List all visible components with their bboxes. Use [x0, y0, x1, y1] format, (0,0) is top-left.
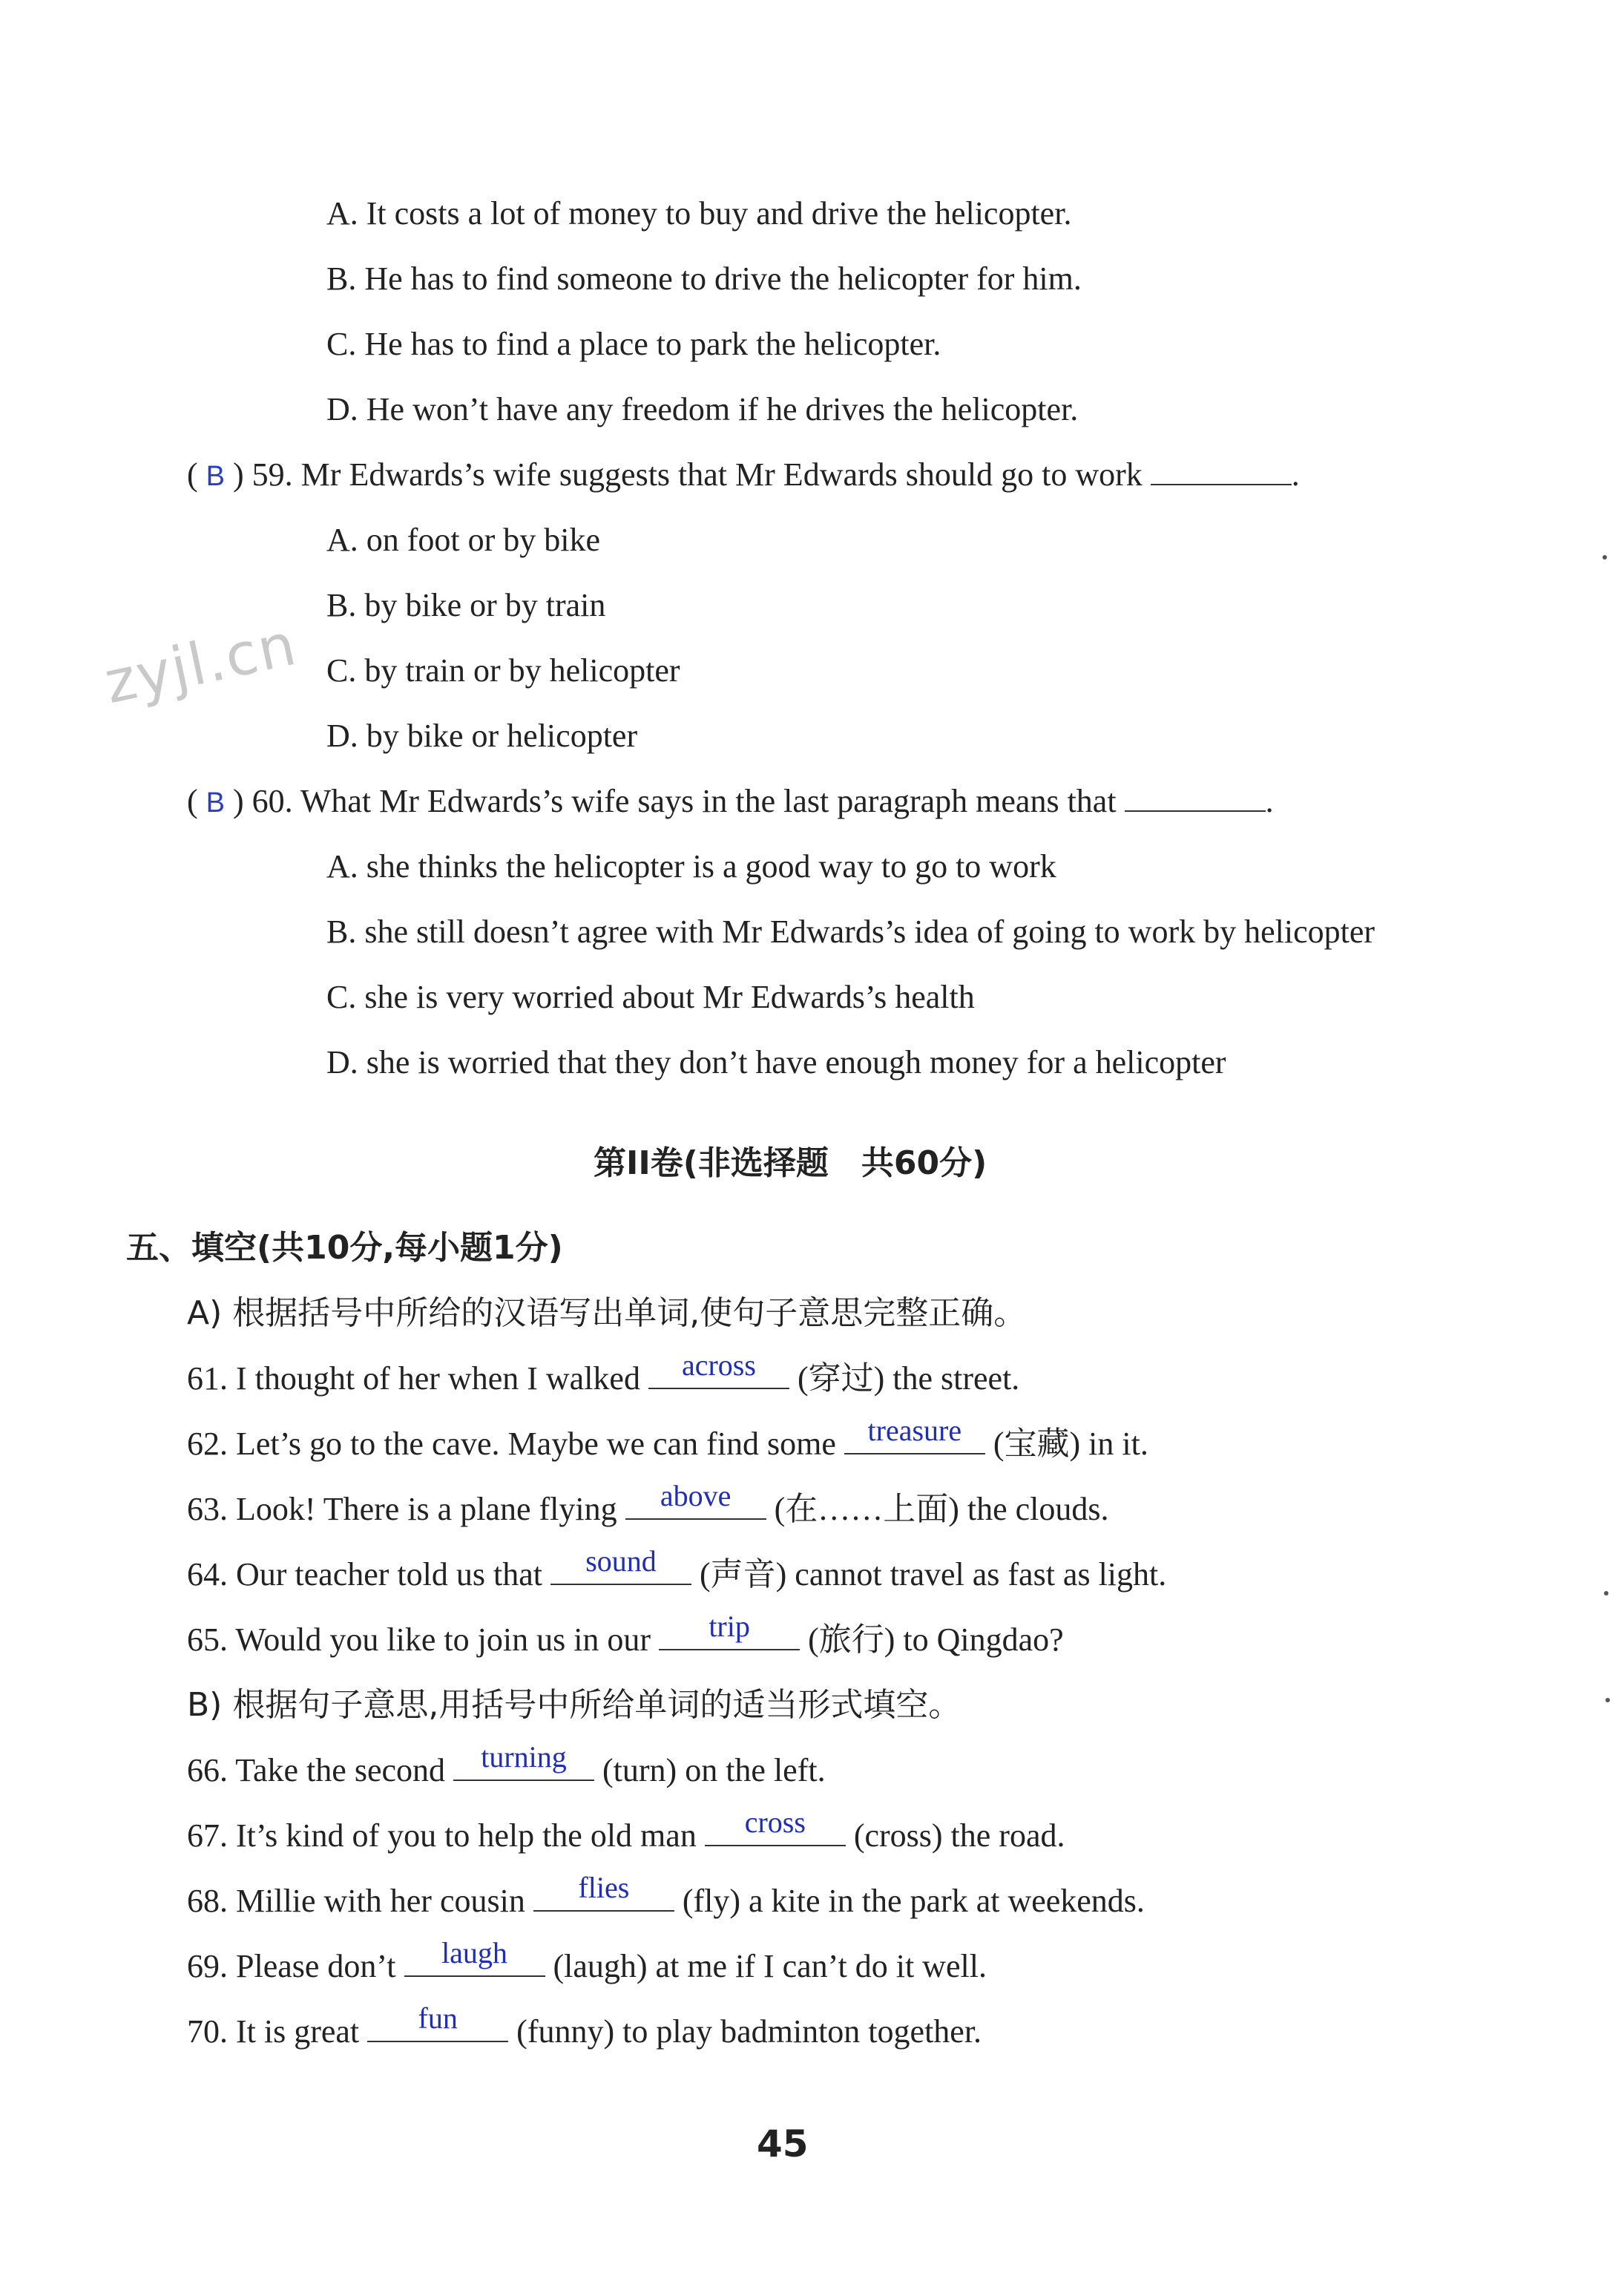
question-60 [187, 779, 1274, 825]
fill-item-67 [187, 1805, 1065, 1858]
answer-blank [1151, 462, 1292, 485]
item-text-post: (穿过) the street. [797, 1360, 1020, 1397]
watermark-logo: zyjl.cn [99, 611, 303, 718]
answer-blank [453, 1740, 594, 1781]
item-text-post: (turn) on the left. [602, 1752, 826, 1788]
answer-blank [404, 1936, 545, 1977]
answer-word: turning [481, 1740, 567, 1774]
answer-blank [648, 1348, 789, 1389]
fill-item-69 [187, 1936, 987, 1989]
answer-word: trip [709, 1610, 750, 1643]
item-text-post: (宝藏) in it. [993, 1426, 1148, 1462]
item-text-post: (laugh) at me if I can’t do it well. [553, 1948, 987, 1984]
answer-paren-open: ( [187, 783, 198, 819]
item-text-pre: 64. Our teacher told us that [187, 1556, 542, 1593]
answer-word: laugh [441, 1936, 507, 1969]
q58-option-a: A. It costs a lot of money to buy and drive the helicopter. [326, 195, 1072, 232]
item-text-pre: 67. It’s kind of you to help the old man [187, 1817, 697, 1854]
item-text-post: (在……上面) the clouds. [774, 1491, 1109, 1527]
question-stem: 59. Mr Edwards’s wife suggests that Mr Edwards should go to work [252, 456, 1143, 493]
question-end: . [1265, 783, 1274, 819]
answer-blank [705, 1805, 846, 1846]
q58-option-d: D. He won’t have any freedom if he drives the helicopter. [326, 391, 1079, 427]
margin-speck [1605, 1698, 1610, 1702]
question-end: . [1291, 456, 1300, 493]
question-59 [187, 453, 1300, 499]
answer-word: across [681, 1348, 756, 1382]
question-stem: 60. What Mr Edwards’s wife says in the last paragraph means that [252, 783, 1117, 819]
fill-item-61 [187, 1348, 1020, 1401]
q60-option-a: A. she thinks the helicopter is a good way to go to work [326, 848, 1056, 885]
fill-item-66 [187, 1740, 826, 1793]
page-number: 45 [757, 2122, 809, 2165]
item-text-pre: 70. It is great [187, 2013, 360, 2050]
item-text-pre: 66. Take the second [187, 1752, 446, 1788]
part2-title: 第II卷(非选择题 共60分) [594, 1144, 987, 1182]
answer-paren-close: ) [233, 783, 244, 819]
answer-word: flies [578, 1871, 630, 1904]
item-text-pre: 62. Let’s go to the cave. Maybe we can find some [187, 1426, 836, 1462]
answer-blank [367, 2001, 508, 2042]
fill-item-70 [187, 2001, 982, 2054]
item-text-post: (funny) to play badminton together. [516, 2013, 982, 2050]
answer-blank [550, 1544, 691, 1585]
fill-item-68 [187, 1871, 1145, 1923]
fill-item-62 [187, 1414, 1148, 1466]
q59-option-a: A. on foot or by bike [326, 522, 601, 558]
answer-word: treasure [867, 1414, 962, 1447]
answer-word: sound [585, 1544, 657, 1578]
fill-item-65 [187, 1610, 1064, 1662]
answer-blank [533, 1871, 674, 1912]
item-text-pre: 65. Would you like to join us in our [187, 1621, 651, 1658]
answer-word: above [660, 1479, 732, 1512]
answer-choice-60: B [206, 787, 226, 819]
subsection-b-instruction: B) 根据句子意思,用括号中所给单词的适当形式填空。 [187, 1686, 961, 1724]
margin-speck [1602, 555, 1607, 560]
answer-word: fun [418, 2001, 458, 2035]
q59-option-d: D. by bike or helicopter [326, 718, 638, 754]
q58-option-c: C. He has to find a place to park the helicopter. [326, 326, 941, 362]
subsection-a-instruction: A) 根据括号中所给的汉语写出单词,使句子意思完整正确。 [187, 1294, 1027, 1332]
item-text-post: (cross) the road. [853, 1817, 1065, 1854]
q59-option-c: C. by train or by helicopter [326, 652, 680, 689]
item-text-pre: 61. I thought of her when I walked [187, 1360, 640, 1397]
item-text-post: (旅行) to Qingdao? [808, 1621, 1064, 1658]
item-text-pre: 69. Please don’t [187, 1948, 396, 1984]
item-text-post: (fly) a kite in the park at weekends. [682, 1883, 1145, 1919]
answer-paren-close: ) [233, 456, 244, 493]
answer-blank [844, 1414, 985, 1454]
fill-item-63 [187, 1479, 1109, 1532]
answer-word: cross [744, 1805, 806, 1839]
answer-choice-59: B [206, 461, 226, 492]
fill-item-64 [187, 1544, 1167, 1597]
q59-option-b: B. by bike or by train [326, 587, 606, 623]
q60-option-d: D. she is worried that they don’t have enough money for a helicopter [326, 1044, 1226, 1080]
item-text-pre: 63. Look! There is a plane flying [187, 1491, 617, 1527]
answer-blank [1125, 788, 1266, 812]
q60-option-b: B. she still doesn’t agree with Mr Edwards’s idea of going to work by helicopter [326, 914, 1375, 950]
margin-speck [1604, 1591, 1608, 1595]
answer-paren-open: ( [187, 456, 198, 493]
item-text-pre: 68. Millie with her cousin [187, 1883, 525, 1919]
section5-title: 五、填空(共10分,每小题1分) [126, 1229, 563, 1267]
answer-blank [659, 1610, 800, 1650]
answer-blank [625, 1479, 766, 1520]
q60-option-c: C. she is very worried about Mr Edwards’s health [326, 979, 975, 1015]
q58-option-b: B. He has to find someone to drive the helicopter for him. [326, 260, 1082, 297]
item-text-post: (声音) cannot travel as fast as light. [699, 1556, 1167, 1593]
